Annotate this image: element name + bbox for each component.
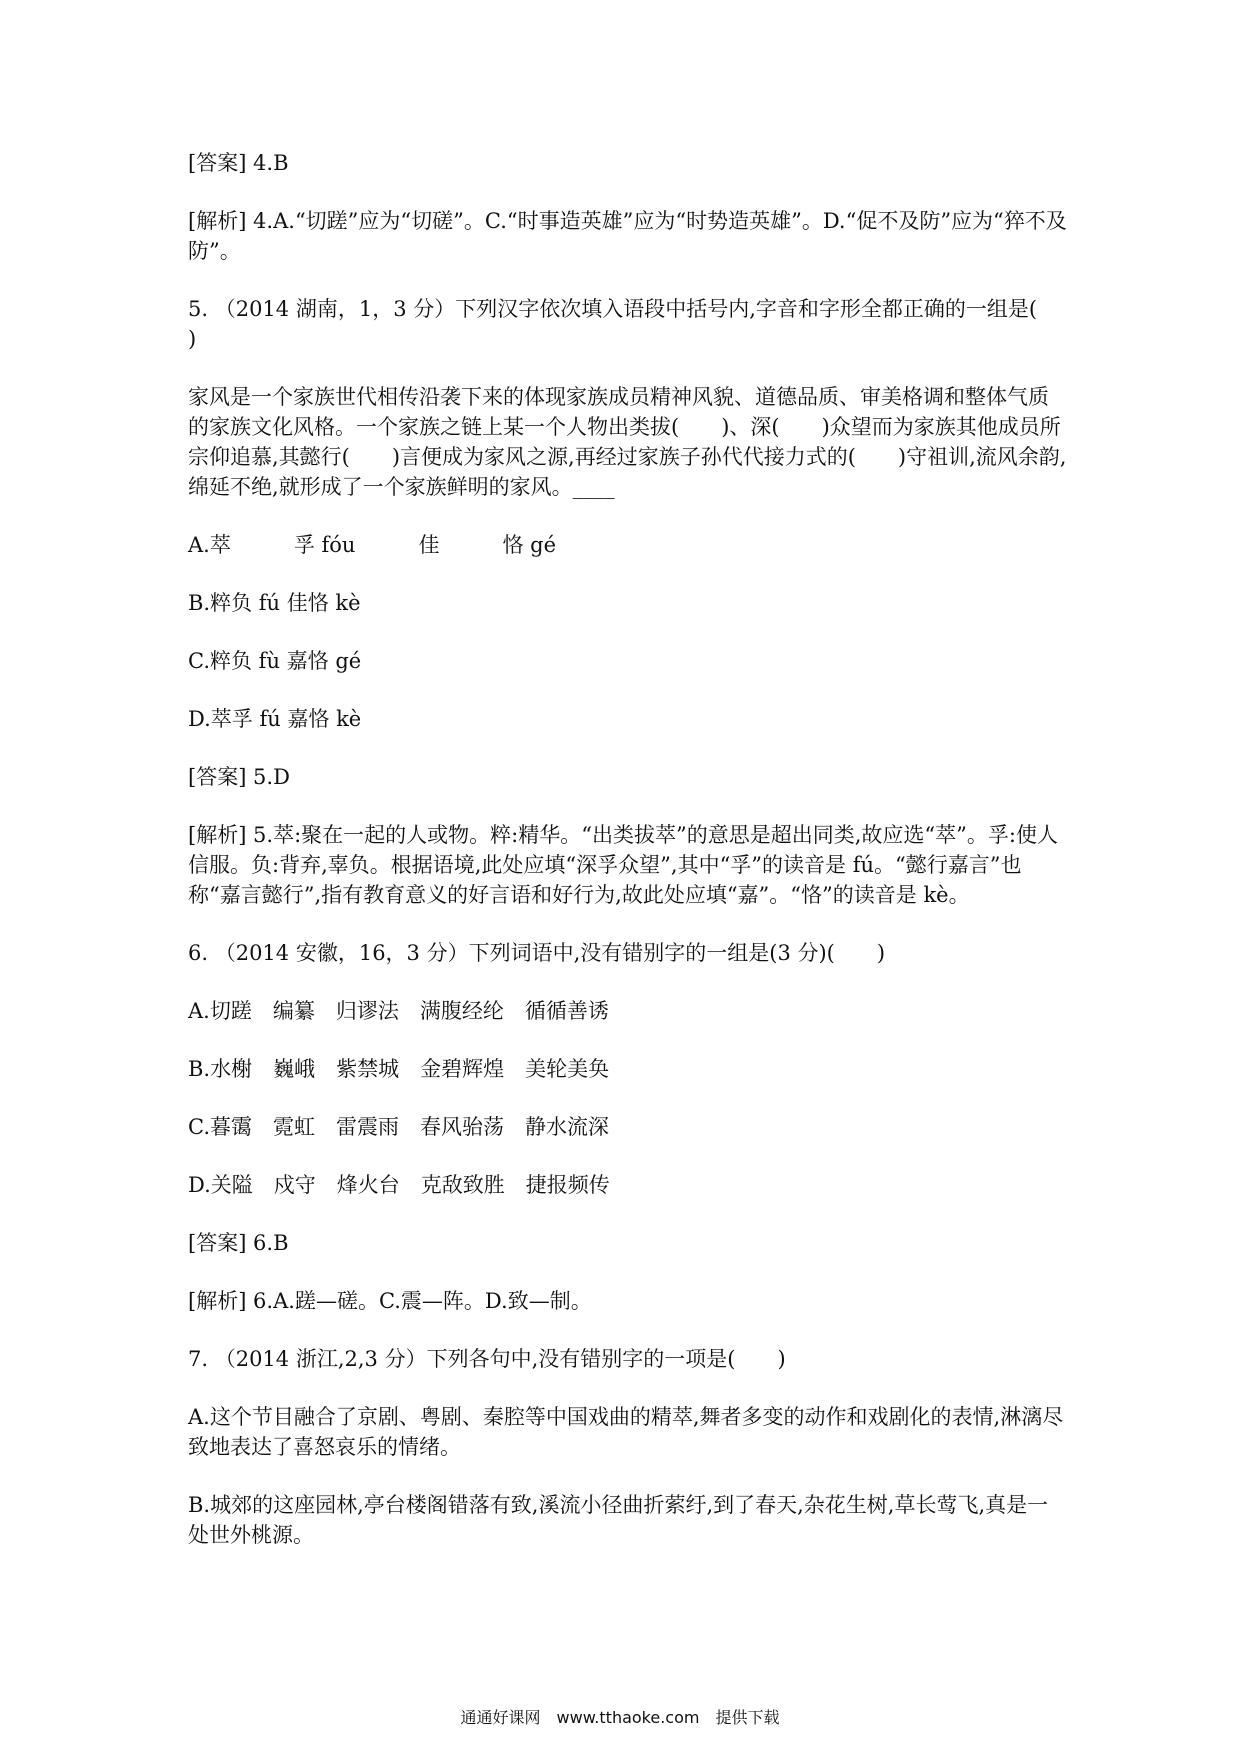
question-5: 5. （2014 湖南，1，3 分）下列汉字依次填入语段中括号内,字音和字形全都正确的一组是( ) xyxy=(188,297,1080,351)
question-6: 6. （2014 安徽，16，3 分）下列词语中,没有错别字的一组是(3 分)( ) xyxy=(188,941,886,965)
page-footer: 通通好课网 www.tthaoke.com 提供下载 xyxy=(460,1708,780,1727)
question-5-option-b: B.粹负 fú 佳恪 kè xyxy=(188,591,361,615)
question-5-option-c: C.粹负 fù 嘉恪 gé xyxy=(188,649,362,673)
question-7-option-a: A.这个节目融合了京剧、粤剧、秦腔等中国戏曲的精萃,舞者多变的动作和戏剧化的表情,淋漓尽致地表达了喜怒哀乐的情绪。 xyxy=(188,1405,1064,1459)
question-5-passage: 家风是一个家族世代相传沿袭下来的体现家族成员精神风貌、道德品质、审美格调和整体气质的家族文化风格。一个家族之链上某一个人物出类拔( )、深( )众望而为家族其他成员所宗仰追慕,其懿行( )言便成为家风之源,再经过家族子孙代代接力式的( )守祖训,流风余韵,绵延不绝,就形成了一个家族鲜明的家风。____ xyxy=(188,385,1067,499)
analysis-6: [解析] 6.A.蹉—磋。C.震—阵。D.致—制。 xyxy=(188,1289,592,1313)
question-7-option-b: B.城郊的这座园林,亭台楼阁错落有致,溪流小径曲折萦纡,到了春天,杂花生树,草长莺飞,真是一处世外桃源。 xyxy=(188,1493,1049,1547)
answer-6: [答案] 6.B xyxy=(188,1231,289,1255)
question-6-option-a: A.切蹉 编纂 归谬法 满腹经纶 循循善诱 xyxy=(188,999,609,1023)
document-body xyxy=(188,148,1080,1578)
question-5-option-d: D.萃孚 fú 嘉恪 kè xyxy=(188,707,362,731)
question-6-option-b: B.水榭 巍峨 紫禁城 金碧辉煌 美轮美奂 xyxy=(188,1057,610,1081)
answer-5: [答案] 5.D xyxy=(188,765,290,789)
analysis-4: [解析] 4.A.“切蹉”应为“切磋”。C.“时事造英雄”应为“时势造英雄”。D.“促不及防”应为“猝不及防”。 xyxy=(188,209,1067,263)
question-6-option-c: C.暮霭 霓虹 雷震雨 春风骀荡 静水流深 xyxy=(188,1115,609,1139)
analysis-5: [解析] 5.萃:聚在一起的人或物。粹:精华。“出类拔萃”的意思是超出同类,故应选“萃”。孚:使人信服。负:背弃,辜负。根据语境,此处应填“深孚众望”,其中“孚”的读音是 fú。“懿行嘉言”也称“嘉言懿行”,指有教育意义的好言语和好行为,故此处应填“嘉”。“恪”的读音是 kè。 xyxy=(188,823,1058,907)
question-5-option-a: A.萃 孚 fóu 佳 恪 gé xyxy=(188,533,557,557)
answer-4: [答案] 4.B xyxy=(188,151,289,175)
question-6-option-d: D.关隘 戍守 烽火台 克敌致胜 捷报频传 xyxy=(188,1173,610,1197)
question-7: 7. （2014 浙江,2,3 分）下列各句中,没有错别字的一项是( ) xyxy=(188,1347,786,1371)
